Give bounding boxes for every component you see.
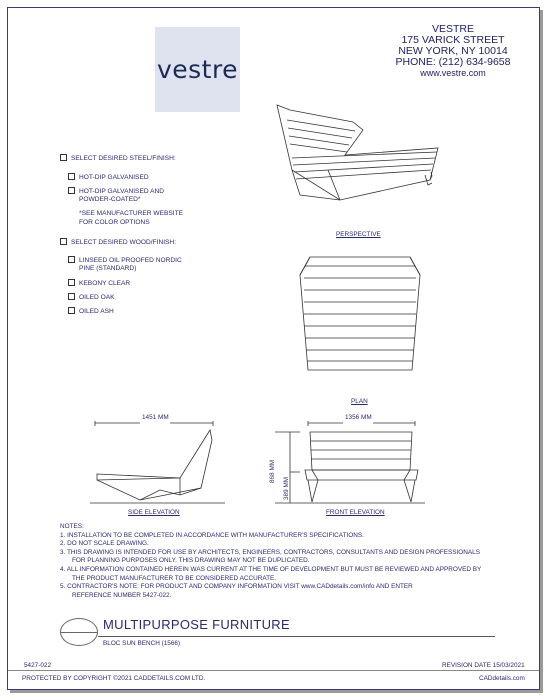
wood-finish-header: SELECT DESIRED WOOD/FINISH: [60, 238, 176, 248]
front-width-dimension: 1356 MM [345, 414, 372, 421]
footer-divider [8, 670, 539, 671]
wood-option-linseed: LINSEED OIL PROOFED NORDIC [68, 256, 182, 266]
note-4-line2: THE PRODUCT MANUFACTURER TO BE CONSIDERED ACCURATE. [72, 574, 277, 582]
wood-option-linseed-line2: PINE (STANDARD) [79, 265, 137, 272]
company-phone: PHONE: (212) 634-9658 [395, 56, 511, 68]
note-3: 3. THIS DRAWING IS INTENDED FOR USE BY ARCHITECTS, ENGINEERS, CONTRACTORS, CONSULTANTS AND DESIGN PROFESSIONALS [60, 548, 480, 556]
revision-date: REVISION DATE 15/03/2021 [442, 662, 525, 669]
front-elevation-label: FRONT ELEVATION [326, 509, 385, 516]
note-1: 1. INSTALLATION TO BE COMPLETED IN ACCORDANCE WITH MANUFACTURER'S SPECIFICATIONS. [60, 531, 364, 539]
steel-color-note-line2: FOR COLOR OPTIONS [79, 219, 150, 226]
plan-view [300, 257, 420, 370]
plan-label: PLAN [351, 398, 368, 405]
seat-height-dimension: 389 MM [283, 476, 290, 500]
copyright-text: PROTECTED BY COPYRIGHT ©2021 CADDETAILS.COM LTD. [22, 675, 206, 682]
logo-text: vestre [156, 55, 239, 84]
notes-section [60, 523, 520, 600]
side-elevation-view [90, 421, 225, 503]
side-width-dimension: 1451 MM [142, 414, 169, 421]
note-4: 4. ALL INFORMATION CONTAINED HEREIN WAS CURRENT AT THE TIME OF DEVELOPMENT BUT MUST BE REVIEWED AND APPROVED BY [60, 565, 482, 573]
reference-number: 5427-022 [24, 662, 52, 669]
wood-option-kebony: KEBONY CLEAR [68, 279, 130, 289]
note-5-line2: REFERENCE NUMBER 5427-022. [72, 591, 172, 599]
note-5: 5. CONTRACTOR'S NOTE: FOR PRODUCT AND COMPANY INFORMATION VISIT www.CADdetails.com/info AND ENTER [60, 583, 413, 591]
notes-title: NOTES: [60, 523, 84, 530]
steel-option-powder-coated: HOT-DIP GALVANISED AND [68, 187, 164, 197]
side-elevation-label: SIDE ELEVATION [128, 509, 180, 516]
caddetails-site[interactable]: CADdetails.com [479, 675, 525, 682]
wood-option-oak: OILED OAK [68, 293, 115, 303]
perspective-label: PERSPECTIVE [336, 231, 381, 238]
steel-color-note: *SEE MANUFACTURER WEBSITE [79, 210, 184, 217]
steel-option-galvanised: HOT-DIP GALVANISED [68, 173, 149, 183]
company-name: VESTRE [431, 23, 474, 35]
steel-finish-header: SELECT DESIRED STEEL/FINISH: [60, 154, 176, 164]
perspective-view [277, 105, 438, 200]
title-circle-symbol [60, 618, 98, 646]
drawing-title: MULTIPURPOSE FURNITURE [103, 617, 290, 632]
steel-option-powder-coated-line2: POWDER-COATED* [79, 196, 141, 203]
company-street: 175 VARICK STREET [401, 34, 505, 46]
front-elevation-view [275, 421, 425, 503]
company-city: NEW YORK, NY 10014 [398, 45, 508, 57]
wood-option-ash: OILED ASH [68, 307, 114, 317]
title-underline [98, 636, 495, 637]
drawing-subtitle: BLOC SUN BENCH (1566) [103, 640, 181, 647]
note-2: 2. DO NOT SCALE DRAWING. [60, 540, 149, 548]
height-dimension: 868 MM [269, 459, 276, 483]
company-url[interactable]: www.vestre.com [420, 68, 486, 78]
note-3-line2: FOR PLANNING PURPOSES ONLY. THIS DRAWING MAY NOT BE DUPLICATED. [72, 557, 310, 565]
